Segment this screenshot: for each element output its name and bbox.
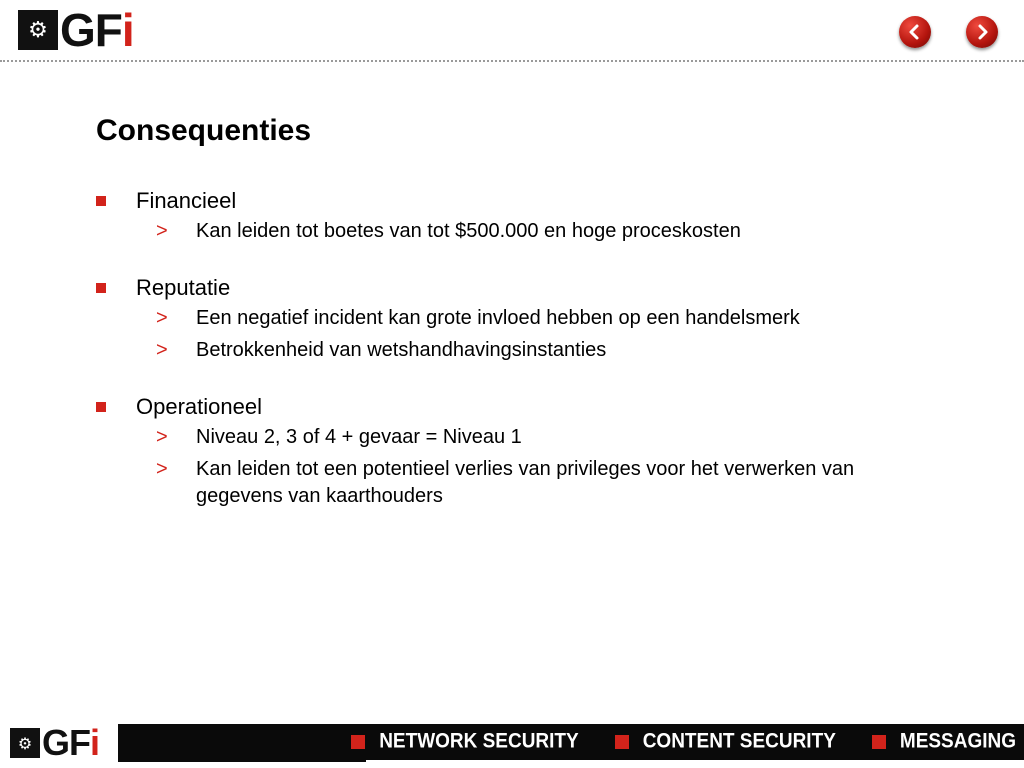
square-bullet-icon: [351, 735, 365, 749]
slide-title: Consequenties: [96, 114, 312, 147]
logo-wordmark: [60, 4, 134, 56]
logo-mark-icon: ⚙: [10, 728, 40, 758]
bullet-level2: [96, 305, 956, 332]
bullet-level1: [96, 273, 956, 305]
bullet-text: Kan leiden tot een potentieel verlies van privileges voor het verwerken van gegevens van kaarthouders: [196, 458, 855, 507]
footer-label: NETWORK SECURITY: [379, 729, 579, 753]
chevron-left-icon: [906, 23, 924, 41]
chevron-right-icon: [973, 23, 991, 41]
arrow-bullet-icon: >: [156, 307, 168, 329]
logo-letter-i: i: [90, 722, 100, 763]
next-slide-button[interactable]: [966, 16, 998, 48]
bullet-level2: [96, 456, 956, 510]
arrow-bullet-icon: >: [156, 426, 168, 448]
bullet-level1: [96, 186, 956, 218]
footer-item-network-security: [351, 731, 579, 753]
bullet-level2: [96, 424, 956, 451]
footer-bar: [118, 724, 1024, 760]
previous-slide-button[interactable]: [899, 16, 931, 48]
slide-content: [96, 186, 956, 538]
footer-item-content-security: [615, 731, 836, 753]
bullet-heading: Financieel: [136, 188, 237, 213]
footer-underline: [118, 760, 366, 762]
arrow-bullet-icon: >: [156, 458, 168, 480]
logo-letter-g: G: [60, 4, 95, 56]
square-bullet-icon: [872, 735, 886, 749]
header-divider: [0, 60, 1024, 62]
bullet-heading: Operationeel: [136, 394, 262, 419]
section-financieel: [96, 186, 956, 245]
bullet-text: Betrokkenheid van wetshandhavingsinstanties: [196, 339, 607, 361]
footer-label: CONTENT SECURITY: [642, 729, 836, 753]
logo-letter-f: F: [94, 4, 122, 56]
gfi-footer-logo: [10, 722, 100, 763]
bullet-text: Een negatief incident kan grote invloed hebben op een handelsmerk: [196, 307, 800, 329]
bullet-level2: [96, 337, 956, 364]
section-reputatie: [96, 273, 956, 364]
bullet-level2: [96, 218, 956, 245]
bullet-text: Niveau 2, 3 of 4 + gevaar = Niveau 1: [196, 426, 522, 448]
square-bullet-icon: [615, 735, 629, 749]
arrow-bullet-icon: >: [156, 339, 168, 361]
footer-item-messaging: [872, 731, 1016, 753]
square-bullet-icon: [96, 196, 106, 206]
logo-mark-icon: ⚙: [18, 10, 58, 50]
bullet-text: Kan leiden tot boetes van tot $500.000 en hoge proceskosten: [196, 220, 741, 242]
footer-label: MESSAGING: [899, 729, 1016, 753]
logo-wordmark: [42, 722, 100, 763]
logo-letter-f: F: [69, 722, 91, 763]
logo-letter-i: i: [121, 4, 134, 56]
bullet-heading: Reputatie: [136, 275, 231, 300]
gfi-logo: [18, 4, 134, 56]
bullet-level1: [96, 392, 956, 424]
square-bullet-icon: [96, 283, 106, 293]
section-operationeel: [96, 392, 956, 510]
arrow-bullet-icon: >: [156, 220, 168, 242]
logo-letter-g: G: [42, 722, 70, 763]
square-bullet-icon: [96, 402, 106, 412]
